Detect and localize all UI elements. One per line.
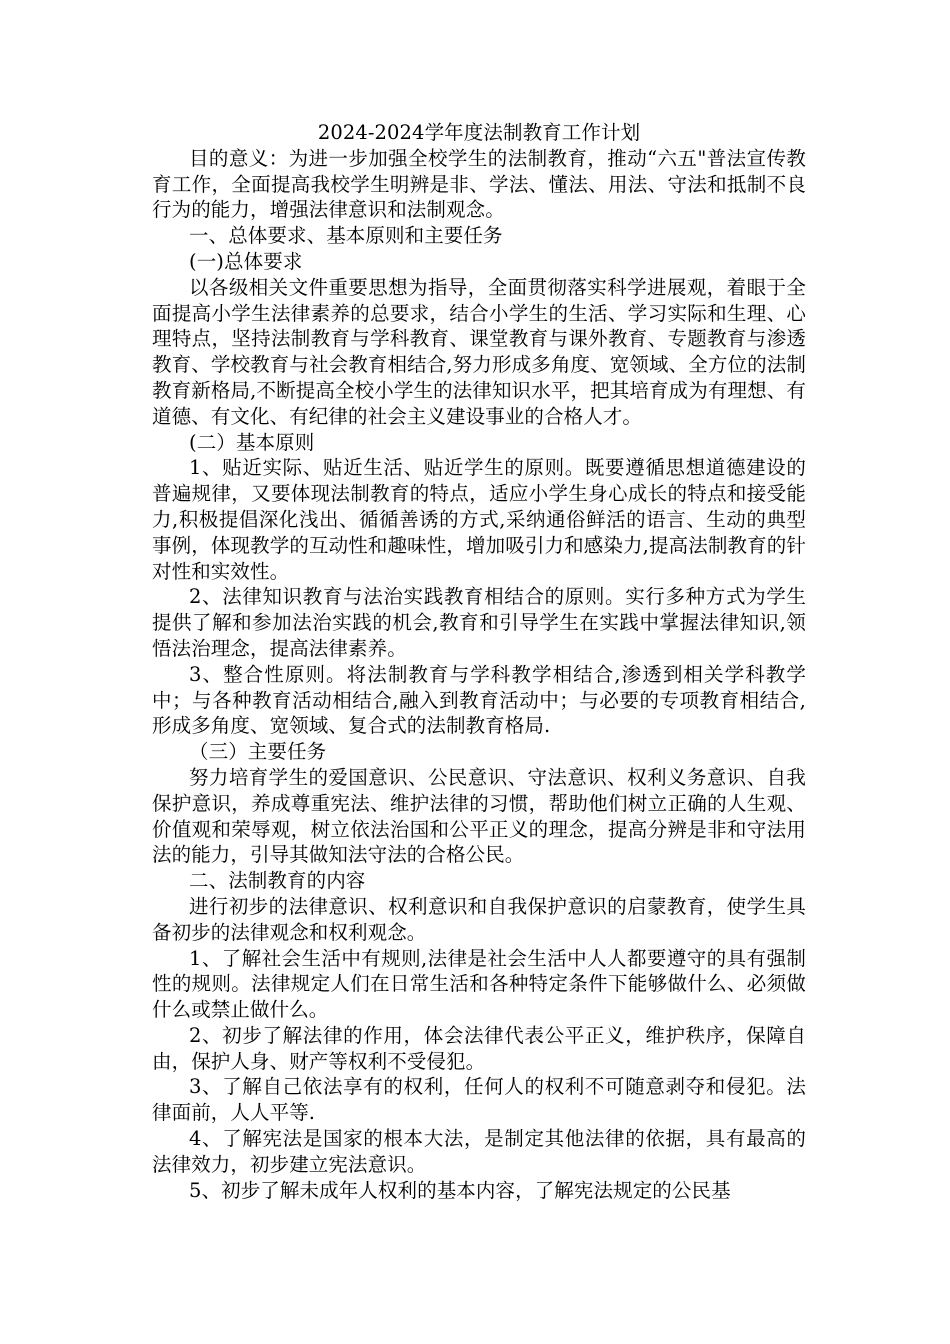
paragraph-principle-2: 2、法律知识教育与法治实践教育相结合的原则。实行多种方式为学生提供了解和参加法治实践的机会,教育和引导学生在实践中掌握法律知识,领悟法治理念，提高法律素养。 [152, 585, 806, 660]
paragraph-content-2: 2、初步了解法律的作用，体会法律代表公平正义，维护秩序，保障自由，保护人身、财产等权利不受侵犯。 [152, 1023, 806, 1073]
document-body [152, 120, 806, 1203]
document-title: 2024-2024学年度法制教育工作计划 [317, 121, 641, 144]
paragraph-content-3: 3、了解自己依法享有的权利，任何人的权利不可随意剥夺和侵犯。法律面前，人人平等. [152, 1075, 806, 1125]
section-heading-1: 一、总体要求、基本原则和主要任务 [189, 224, 503, 248]
paragraph-principle-1: 1、贴近实际、贴近生活、贴近学生的原则。既要遵循思想道德建设的普遍规律，又要体现法制教育的特点，适应小学生身心成长的特点和接受能力,积极提倡深化浅出、循循善诱的方式,采纳通俗鲜活的语言、生动的典型事例，体现教学的互动性和趣味性，增加吸引力和感染力,提高法制教育的针对性和实效性。 [152, 456, 806, 583]
subheading-overall-requirements: (一)总体要求 [189, 249, 303, 273]
paragraph-content-4: 4、了解宪法是国家的根本大法，是制定其他法律的依据，具有最高的法律效力，初步建立宪法意识。 [152, 1127, 806, 1176]
paragraph-main-tasks: 努力培育学生的爱国意识、公民意识、守法意识、权利义务意识、自我保护意识，养成尊重宪法、维护法律的习惯，帮助他们树立正确的人生观、价值观和荣辱观，树立依法治国和公平正义的理念，提高分辨是非和守法用法的能力，引导其做知法守法的合格公民。 [152, 765, 806, 867]
subheading-main-tasks: （三）主要任务 [189, 740, 327, 764]
paragraph-content-1: 1、了解社会生活中有规则,法律是社会生活中人人都要遵守的具有强制性的规则。法律规定人们在日常生活和各种特定条件下能够做什么、必须做什么或禁止做什么。 [152, 946, 806, 1022]
paragraph-content-5: 5、初步了解未成年人权利的基本内容，了解宪法规定的公民基 [189, 1178, 731, 1202]
paragraph-content-intro: 进行初步的法律意识、权利意识和自我保护意识的启蒙教育，使学生具备初步的法律观念和权利观念。 [152, 894, 806, 944]
paragraph-overall-requirements: 以各级相关文件重要思想为指导，全面贯彻落实科学进展观，着眼于全面提高小学生法律素养的总要求，结合小学生的生活、学习实际和生理、心理特点，坚持法制教育与学科教育、课堂教育与课外教育、专题教育与渗透教育、学校教育与社会教育相结合,努力形成多角度、宽领域、全方位的法制教育新格局,不断提高全校小学生的法律知识水平，把其培育成为有理想、有道德、有文化、有纪律的社会主义建设事业的合格人才。 [152, 275, 806, 428]
paragraph-principle-3: 3、整合性原则。将法制教育与学科教学相结合,渗透到相关学科教学中；与各种教育活动相结合,融入到教育活动中；与必要的专项教育相结合,形成多角度、宽领域、复合式的法制教育格局. [152, 662, 806, 738]
subheading-basic-principles: (二）基本原则 [189, 430, 315, 454]
section-heading-2: 二、法制教育的内容 [189, 869, 366, 893]
paragraph-purpose: 目的意义：为进一步加强全校学生的法制教育，推动“六五"普法宣传教育工作，全面提高我校学生明辨是非、学法、懂法、用法、守法和抵制不良行为的能力，增强法律意识和法制观念。 [152, 146, 806, 222]
